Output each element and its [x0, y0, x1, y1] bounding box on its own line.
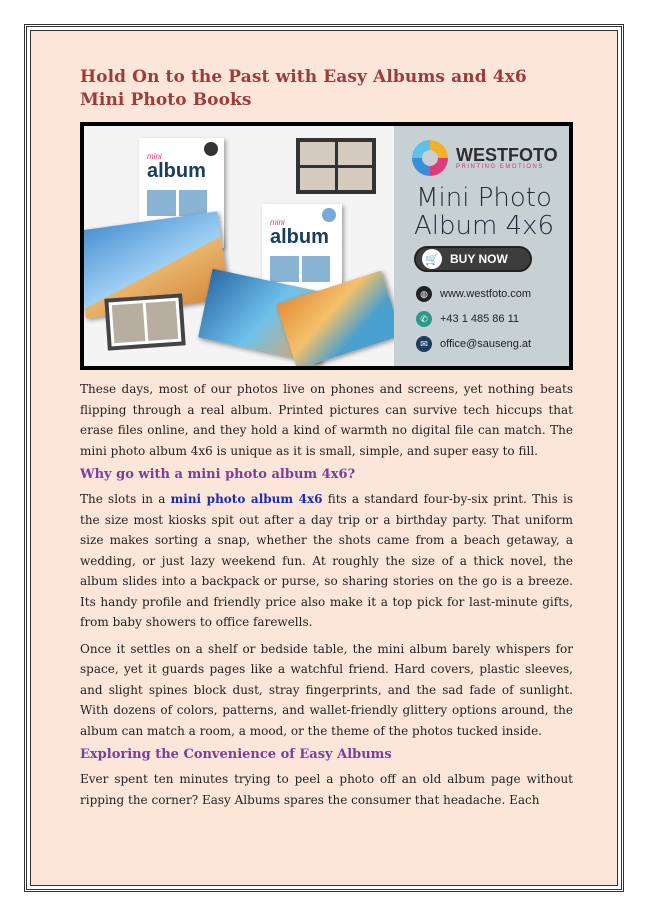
buy-now-button[interactable]: 🛒 BUY NOW	[414, 246, 532, 272]
paragraph-easy-albums: Ever spent ten minutes trying to peel a photo off an old album page without ripping the corner? Easy Albums spares the consumer that headache. Each	[80, 772, 573, 807]
mini-photo-album-link[interactable]: mini photo album 4x6	[170, 492, 323, 506]
contact-phone[interactable]: ✆ +43 1 485 86 11	[416, 311, 519, 327]
article	[80, 66, 573, 810]
contact-website[interactable]: ◍ www.westfoto.com	[416, 286, 531, 302]
brand-name: WESTFOTO	[456, 145, 558, 165]
phone-icon: ✆	[416, 311, 432, 327]
hero-brand-panel	[394, 126, 569, 366]
heading-why-mini-album: Why go with a mini photo album 4x6?	[80, 467, 356, 482]
photo-album-open-grid	[104, 293, 185, 350]
contact-email[interactable]: ✉ office@sauseng.at	[416, 336, 531, 352]
paragraph-why-mini-album: The slots in a mini photo album 4x6 fits a standard four-by-six print. This is the size most kiosks spit out after a day trip or a birthday party. That uniform size makes sorting a snap, whether the shots came from a beach getaway, a wedding, or just lazy weekend fun. At roughly the size of a thick novel, the album slides into a backpack or purse, so sharing stories on the go is a breeze. Its handy profile and friendly price also make it a top pick for last-minute gifts, from baby showers to office farewells.	[80, 492, 573, 629]
mail-icon: ✉	[416, 336, 432, 352]
open-photo-book	[296, 138, 376, 194]
hero-banner	[80, 122, 573, 370]
product-mini-album-box: mini album	[139, 138, 224, 248]
brand	[412, 140, 558, 176]
article-title: Hold On to the Past with Easy Albums and 4x6 Mini Photo Books	[80, 67, 527, 110]
brand-logo-icon	[412, 140, 448, 176]
product-mini-album-box-2: mini album	[262, 204, 342, 304]
brand-tagline: PRINTING EMOTIONS	[456, 164, 544, 170]
paragraph-shelf: Once it settles on a shelf or bedside table, the mini album barely whispers for space, yet it guards pages like a watchful friend. Hard covers, plastic sleeves, and slight spines block dust, stray fingerprints, and the sad fade of sunlight. With dozens of colors, patterns, and wallet-friendly glittery options around, the album can match a room, a mood, or the theme of the photos tucked inside.	[80, 641, 573, 738]
cart-icon: 🛒	[422, 249, 442, 269]
paragraph-intro: These days, most of our photos live on phones and screens, yet nothing beats flipping through a real album. Printed pictures can survive tech hiccups that erase files online, and they hold a kind of warmth no digital file can match. The mini photo album 4x6 is unique as it is small, simple, and super easy to fill.	[80, 382, 573, 458]
hero-headline: Mini Photo Album 4x6	[413, 183, 555, 241]
globe-icon: ◍	[416, 286, 432, 302]
heading-easy-albums: Exploring the Convenience of Easy Albums	[80, 747, 392, 762]
